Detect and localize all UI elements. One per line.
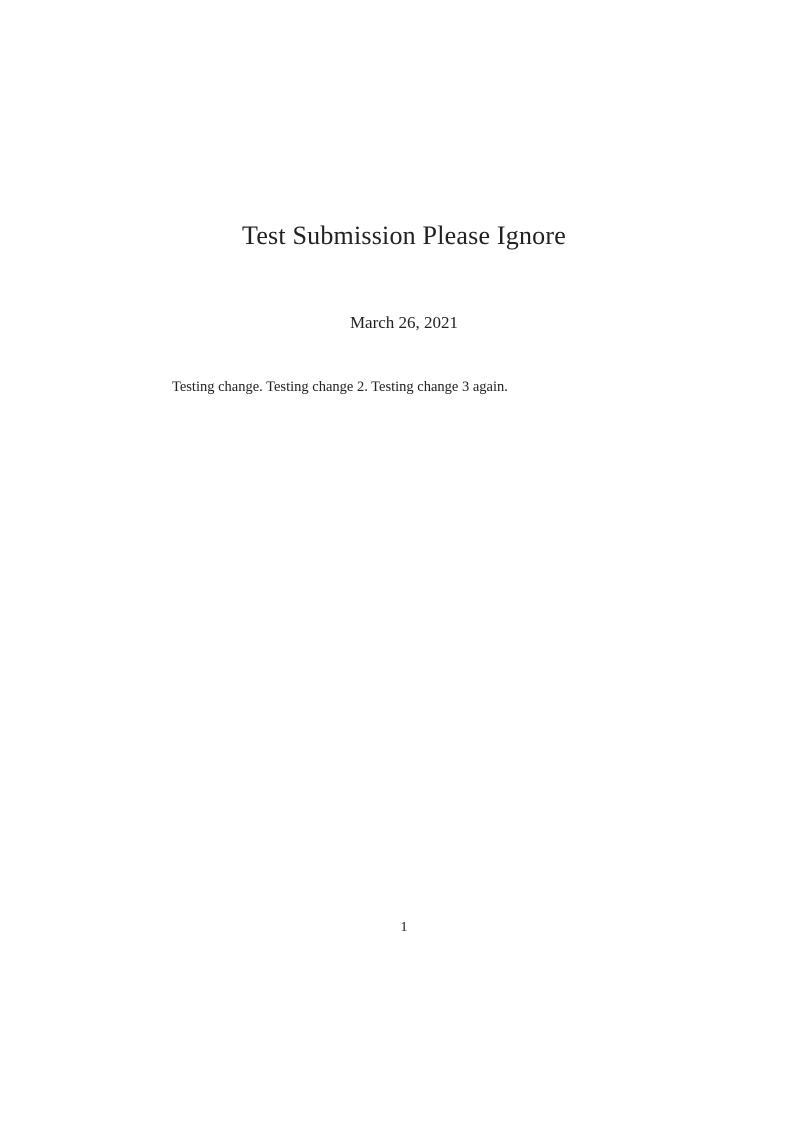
page-number: 1 xyxy=(400,920,408,935)
paper-body-paragraph: Testing change. Testing change 2. Testing change 3 again. xyxy=(172,379,508,395)
paper-title: Test Submission Please Ignore xyxy=(242,221,566,250)
paper-date: March 26, 2021 xyxy=(349,313,459,332)
